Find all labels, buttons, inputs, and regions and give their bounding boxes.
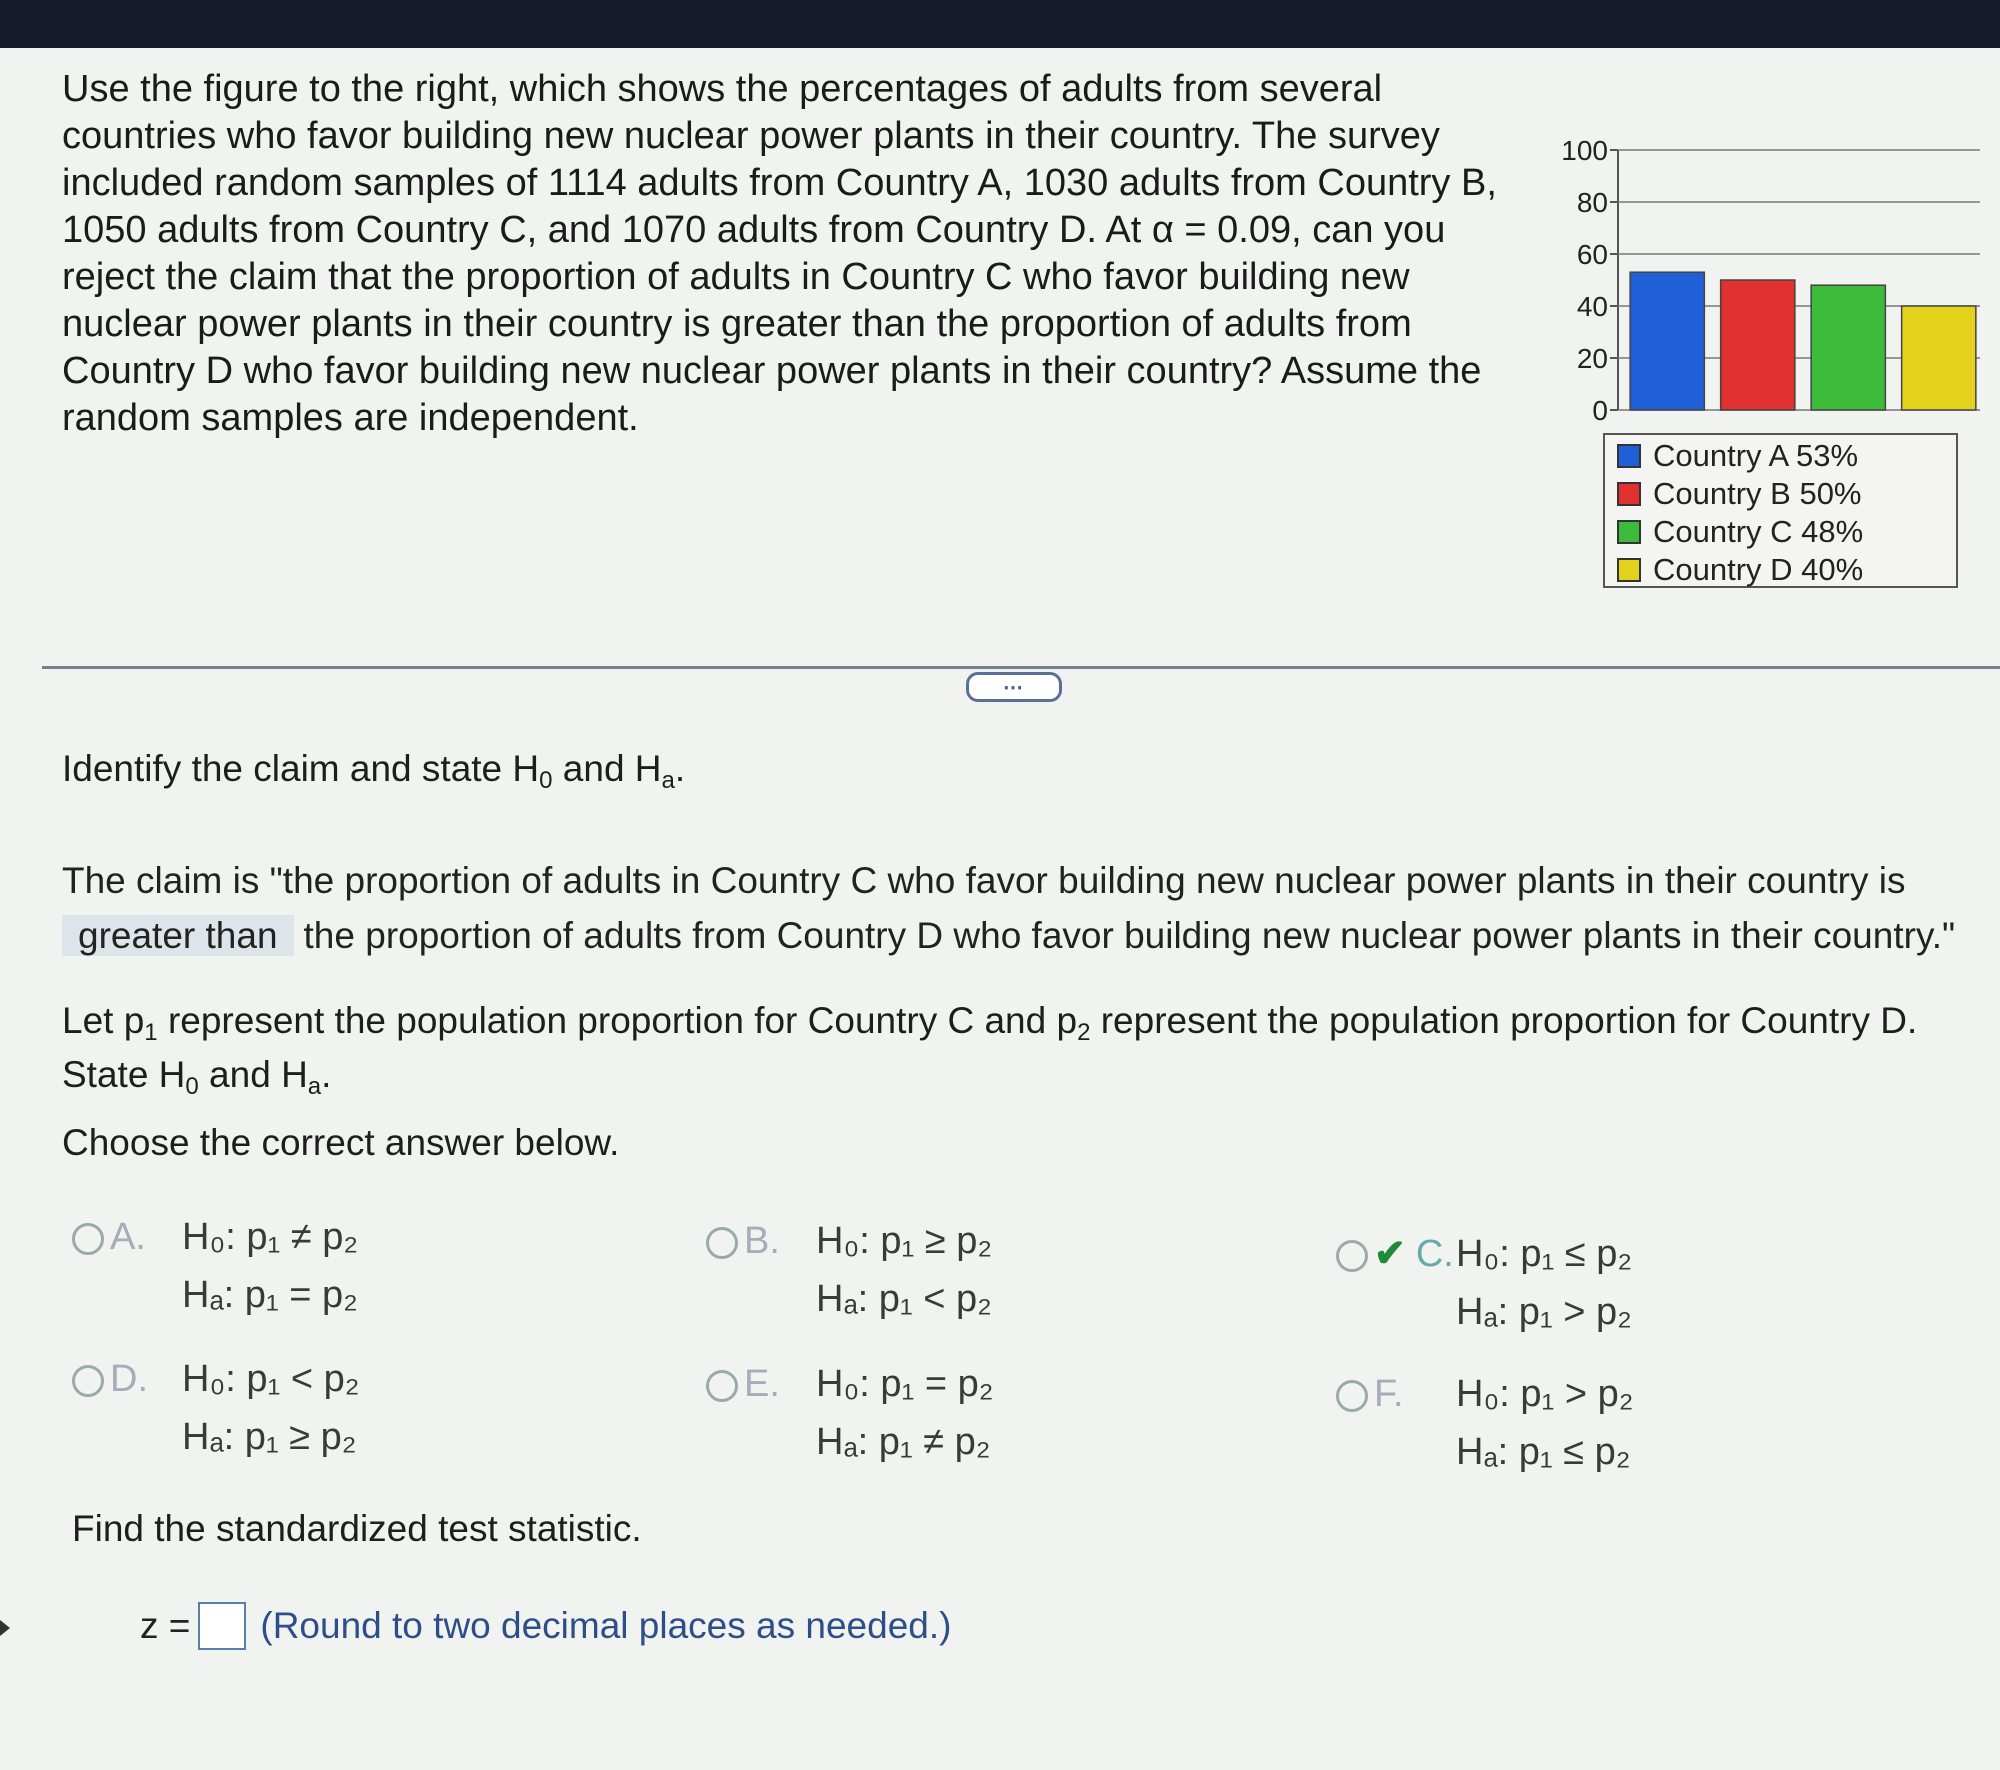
claim-statement xyxy=(62,853,1962,963)
h0-expression: p₁ = p₂ xyxy=(880,1363,994,1405)
round-hint: (Round to two decimal places as needed.) xyxy=(260,1605,952,1646)
identify-text: and H xyxy=(552,748,662,789)
legend-label: Country C 48% xyxy=(1653,514,1864,549)
claim-answer-field[interactable]: greater than xyxy=(62,915,294,956)
let-text: represent the population proportion for Country D. xyxy=(1090,1000,1918,1041)
option-ha xyxy=(1456,1423,1631,1481)
check-icon: ✔ xyxy=(1374,1233,1406,1275)
option-ha xyxy=(182,1408,357,1466)
bar-chart xyxy=(1530,125,1980,425)
option-a[interactable] xyxy=(72,1208,359,1316)
bar-country-c-48 xyxy=(1811,285,1885,410)
subscript: a xyxy=(661,767,675,795)
radio-button[interactable] xyxy=(72,1223,104,1255)
problem-statement: Use the figure to the right, which shows the percentages of adults from several countries who favor building new nuclear power plants in their country. The survey included random samples of 1114 adults from Country A, 1030 adults from Country B, 1050 adults from Country C, and 1070 adults from Country D. At α = 0.09, can you reject the claim that the proportion of adults in Country C who favor building new nuclear power plants in their country is greater than the proportion of adults from Country D who favor building new nuclear power plants in their country? Assume the random samples are independent. xyxy=(62,68,1497,439)
legend-swatch xyxy=(1617,558,1641,582)
radio-button[interactable] xyxy=(1336,1380,1368,1412)
option-e[interactable] xyxy=(706,1355,994,1463)
h0-expression: p₁ < p₂ xyxy=(246,1358,360,1400)
ha-expression: p₁ > p₂ xyxy=(1518,1291,1632,1333)
ha-expression: p₁ ≠ p₂ xyxy=(878,1421,991,1463)
ha-label: Hₐ: xyxy=(182,1416,245,1458)
legend-label: Country A 53% xyxy=(1653,438,1859,473)
option-h0 xyxy=(816,1355,994,1413)
option-h0 xyxy=(816,1212,992,1270)
subscript: 0 xyxy=(539,767,553,795)
legend-swatch xyxy=(1617,482,1641,506)
option-ha xyxy=(816,1413,991,1471)
h0-label: H₀: xyxy=(816,1363,881,1405)
let-text: Let p xyxy=(62,1000,145,1041)
option-h0 xyxy=(182,1208,358,1266)
option-ha xyxy=(816,1270,992,1328)
section-divider xyxy=(42,666,2000,669)
choose-prompt: Choose the correct answer below. xyxy=(62,1122,620,1163)
option-letter: D. xyxy=(110,1358,148,1400)
option-f[interactable] xyxy=(1336,1365,1634,1473)
ha-expression: p₁ < p₂ xyxy=(878,1278,992,1320)
ha-expression: p₁ = p₂ xyxy=(244,1274,358,1316)
y-tick-label: 80 xyxy=(1576,187,1608,218)
state-text: . xyxy=(321,1054,332,1095)
bar-country-d-40 xyxy=(1902,306,1976,410)
answer-row xyxy=(140,1602,951,1650)
h0-expression: p₁ ≠ p₂ xyxy=(246,1216,359,1258)
option-letter: B. xyxy=(744,1220,780,1262)
subscript: 0 xyxy=(185,1073,199,1101)
legend-label: Country D 40% xyxy=(1653,552,1864,587)
radio-button[interactable] xyxy=(1336,1240,1368,1272)
legend-item-country-a xyxy=(1617,437,1956,475)
let-statement xyxy=(62,1000,1917,1047)
ha-label: Hₐ: xyxy=(816,1278,879,1320)
bar-country-b-50 xyxy=(1721,280,1795,410)
h0-label: H₀: xyxy=(1456,1233,1521,1275)
ha-label: Hₐ: xyxy=(1456,1291,1519,1333)
h0-expression: p₁ ≤ p₂ xyxy=(1520,1233,1633,1275)
option-h0 xyxy=(1456,1365,1634,1423)
identify-text: Identify the claim and state H xyxy=(62,748,540,789)
option-letter: F. xyxy=(1374,1373,1404,1415)
radio-button[interactable] xyxy=(706,1370,738,1402)
chart-legend xyxy=(1603,433,1958,588)
option-d[interactable] xyxy=(72,1350,360,1458)
y-tick-label: 100 xyxy=(1561,135,1608,166)
radio-button[interactable] xyxy=(706,1227,738,1259)
claim-text: the proportion of adults from Country D who favor building new nuclear power plants in their country." xyxy=(303,915,1956,956)
h0-expression: p₁ > p₂ xyxy=(1520,1373,1634,1415)
subscript: 2 xyxy=(1077,1019,1091,1047)
option-c[interactable] xyxy=(1336,1225,1633,1333)
state-prompt xyxy=(62,1054,331,1101)
option-ha xyxy=(1456,1283,1632,1341)
top-bar xyxy=(0,0,2000,48)
h0-expression: p₁ ≥ p₂ xyxy=(880,1220,993,1262)
state-text: and H xyxy=(198,1054,308,1095)
option-h0 xyxy=(182,1350,360,1408)
state-text: State H xyxy=(62,1054,186,1095)
h0-label: H₀: xyxy=(182,1216,247,1258)
y-tick-label: 20 xyxy=(1576,343,1608,374)
legend-item-country-c xyxy=(1617,513,1956,551)
ha-expression: p₁ ≥ p₂ xyxy=(244,1416,357,1458)
more-button[interactable]: ⋯ xyxy=(966,672,1062,702)
z-answer-input[interactable] xyxy=(198,1602,246,1650)
ha-expression: p₁ ≤ p₂ xyxy=(1518,1431,1631,1473)
ha-label: Hₐ: xyxy=(182,1274,245,1316)
legend-item-country-b xyxy=(1617,475,1956,513)
legend-item-country-d xyxy=(1617,551,1956,589)
y-tick-label: 0 xyxy=(1592,395,1608,425)
identify-text: . xyxy=(674,748,686,789)
h0-label: H₀: xyxy=(816,1220,881,1262)
legend-swatch xyxy=(1617,444,1641,468)
option-letter: C. xyxy=(1415,1233,1454,1275)
scroll-arrow-icon[interactable] xyxy=(0,1620,10,1636)
ha-label: Hₐ: xyxy=(816,1421,879,1463)
h0-label: H₀: xyxy=(182,1358,247,1400)
radio-button[interactable] xyxy=(72,1365,104,1397)
subscript: 1 xyxy=(144,1019,158,1047)
option-b[interactable] xyxy=(706,1212,993,1320)
option-letter: E. xyxy=(744,1363,780,1405)
claim-text: The claim is "the proportion of adults in Country C who favor building new nuclear power plants in their country is xyxy=(62,860,1906,901)
z-label: z = xyxy=(140,1605,191,1646)
y-tick-label: 60 xyxy=(1576,239,1608,270)
h0-label: H₀: xyxy=(1456,1373,1521,1415)
legend-label: Country B 50% xyxy=(1653,476,1862,511)
y-tick-label: 40 xyxy=(1576,291,1608,322)
find-prompt: Find the standardized test statistic. xyxy=(72,1508,642,1549)
ha-label: Hₐ: xyxy=(1456,1431,1519,1473)
subscript: a xyxy=(307,1073,322,1101)
option-h0 xyxy=(1456,1225,1632,1283)
option-ha xyxy=(182,1266,358,1324)
legend-swatch xyxy=(1617,520,1641,544)
identify-prompt xyxy=(62,748,685,795)
let-text: represent the population proportion for Country C and p xyxy=(157,1000,1078,1041)
option-letter: A. xyxy=(110,1216,146,1258)
bar-country-a-53 xyxy=(1630,272,1704,410)
